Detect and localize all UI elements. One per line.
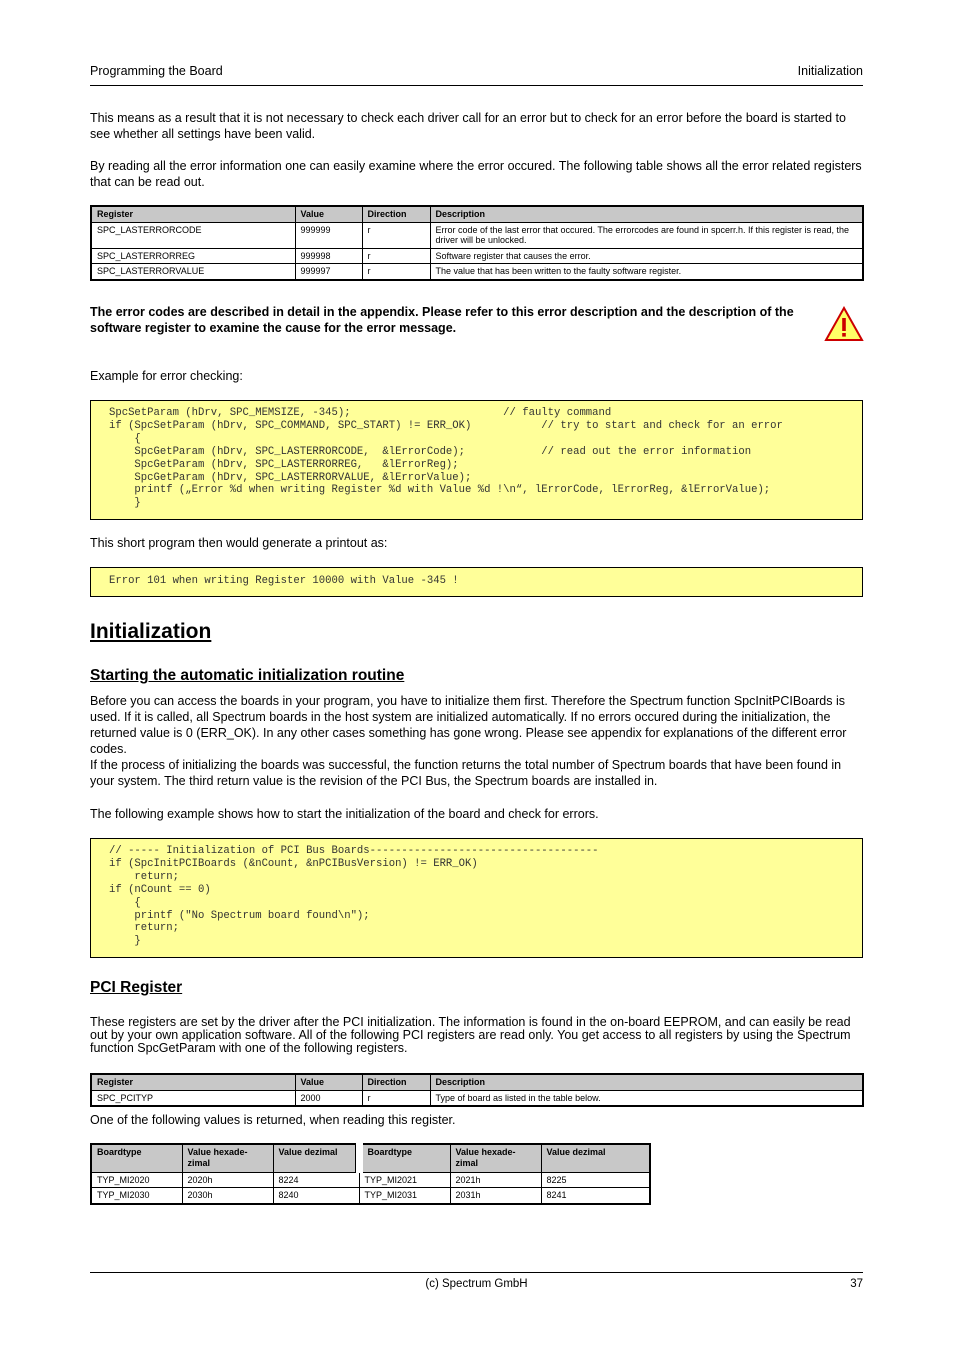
table-cell: TYP_MI2031 bbox=[359, 1188, 450, 1204]
table-cell: r bbox=[362, 222, 430, 248]
init-paragraph-3: The following example shows how to start the initialization of the board and check for errors. bbox=[90, 807, 599, 821]
pci-paragraph: These registers are set by the driver after the PCI initialization. The information is found in the on-board EEPROM, and can easily be read out by your own application software. All of the following PCI registers are read only. You get access to all registers by using the Spectrum function SpcGetParam with one of the following registers. bbox=[90, 1015, 851, 1055]
init-paragraph-1: Before you can access the boards in your program, you have to initialize them first. Therefore the Spectrum function SpcInitPCIBoards is used. If it is called, all Spectrum boards in the host system are initialized automatically. If no errors occured during the initialization, the returned value is 0 (ERR_OK). In any other cases something has gone wrong. Please see appendix for explanations of the different error codes. bbox=[90, 694, 847, 756]
table-cell: TYP_MI2020 bbox=[91, 1172, 182, 1188]
table-row bbox=[91, 1090, 863, 1106]
pci-register-table bbox=[90, 1073, 864, 1107]
col-header: Value dezimal bbox=[541, 1144, 650, 1172]
table-cell: 8240 bbox=[273, 1188, 359, 1204]
values-note: One of the following values is returned, when reading this register. bbox=[90, 1113, 456, 1127]
col-header: Value bbox=[295, 1074, 362, 1090]
col-header: Register bbox=[91, 1074, 295, 1090]
table-header-row bbox=[91, 1074, 863, 1090]
table-cell: Software register that causes the error. bbox=[430, 248, 863, 264]
page-header bbox=[90, 64, 863, 78]
header-right: Initialization bbox=[797, 64, 863, 78]
table-cell: Error code of the last error that occured. The errorcodes are found in spcerr.h. If this register is read, the driver will be unlocked. bbox=[430, 222, 863, 248]
table-row bbox=[91, 248, 863, 264]
init-code-block: // ----- Initialization of PCI Bus Boards------------------------------------ if (SpcInitPCIBoards (&nCount, &nPCIBusVersion) != ERR_OK) return; if (nCount == 0) { printf ("No Spectrum board found\n"); return; } bbox=[90, 838, 863, 958]
example-label: Example for error checking: bbox=[90, 369, 243, 383]
section-title: Initialization bbox=[90, 620, 212, 643]
table-header-row bbox=[91, 1144, 650, 1172]
table-cell: TYP_MI2030 bbox=[91, 1188, 182, 1204]
subsection-title-init: Starting the automatic initialization routine bbox=[90, 667, 405, 684]
subsection-title-pci: PCI Register bbox=[90, 979, 183, 996]
table-row bbox=[91, 1172, 650, 1188]
col-header: Value dezimal bbox=[273, 1144, 359, 1172]
table-cell: SPC_LASTERRORCODE bbox=[91, 222, 295, 248]
table-cell: 2021h bbox=[450, 1172, 541, 1188]
table-cell: TYP_MI2021 bbox=[359, 1172, 450, 1188]
table-cell: 8225 bbox=[541, 1172, 650, 1188]
col-header: Direction bbox=[362, 1074, 430, 1090]
table-row bbox=[91, 1188, 650, 1204]
header-rule bbox=[90, 85, 863, 86]
printout-code-block: Error 101 when writing Register 10000 with Value -345 ! bbox=[90, 567, 863, 597]
table-cell: 8241 bbox=[541, 1188, 650, 1204]
table-header-row bbox=[91, 206, 863, 222]
table-row bbox=[91, 264, 863, 280]
table-cell: SPC_PCITYP bbox=[91, 1090, 295, 1106]
table-cell: r bbox=[362, 248, 430, 264]
init-paragraph-2: If the process of initializing the boards was successful, the function returns the total number of Spectrum boards that have been found in your system. The third return value is the revision of the PCI Bus, the Spectrum boards are installed in. bbox=[90, 758, 842, 788]
table-cell: 999998 bbox=[295, 248, 362, 264]
table-cell: 2031h bbox=[450, 1188, 541, 1204]
col-header: Description bbox=[430, 1074, 863, 1090]
boardtype-table bbox=[90, 1143, 651, 1205]
col-header: Boardtype bbox=[359, 1144, 450, 1172]
table-cell: r bbox=[362, 1090, 430, 1106]
table-cell: 999997 bbox=[295, 264, 362, 280]
error-check-code-block: SpcSetParam (hDrv, SPC_MEMSIZE, -345); // faulty command if (SpcSetParam (hDrv, SPC_COMMAND, SPC_START) != ERR_OK) // try to start and check for an error { SpcGetParam (hDrv, SPC_LASTERRORCODE, &lErrorCode); // read out the error information SpcGetParam (hDrv, SPC_LASTERRORREG, &lErrorReg); SpcGetParam (hDrv, SPC_LASTERRORVALUE, &lErrorValue); printf („Error %d when writing Register %d with Value %d !\n“, lErrorCode, lErrorReg, &lErrorValue); } bbox=[90, 400, 863, 520]
warning-triangle-icon bbox=[824, 306, 864, 347]
table-cell: 2000 bbox=[295, 1090, 362, 1106]
table-cell: SPC_LASTERRORVALUE bbox=[91, 264, 295, 280]
table-cell: 2030h bbox=[182, 1188, 273, 1204]
header-left: Programming the Board bbox=[90, 64, 223, 78]
footer-rule bbox=[90, 1272, 863, 1273]
error-register-table bbox=[90, 205, 864, 281]
col-header: Value hexade-zimal bbox=[182, 1144, 273, 1172]
table-cell: r bbox=[362, 264, 430, 280]
col-header: Boardtype bbox=[91, 1144, 182, 1172]
col-header: Value bbox=[295, 206, 362, 222]
footer-copyright: (c) Spectrum GmbH bbox=[425, 1278, 528, 1290]
warning-note: The error codes are described in detail in the appendix. Please refer to this error description and the description of the software register to examine the cause for the error message. bbox=[90, 305, 794, 335]
table-cell: Type of board as listed in the table below. bbox=[430, 1090, 863, 1106]
page-number: 37 bbox=[850, 1278, 863, 1290]
intro-paragraph-2: By reading all the error information one can easily examine where the error occured. The following table shows all the error related registers that can be read out. bbox=[90, 159, 862, 189]
table-row bbox=[91, 222, 863, 248]
col-header: Register bbox=[91, 206, 295, 222]
table-cell: 999999 bbox=[295, 222, 362, 248]
col-header: Description bbox=[430, 206, 863, 222]
table-cell: 8224 bbox=[273, 1172, 359, 1188]
col-header: Direction bbox=[362, 206, 430, 222]
table-cell: The value that has been written to the faulty software register. bbox=[430, 264, 863, 280]
col-header: Value hexade-zimal bbox=[450, 1144, 541, 1172]
intro-paragraph-1: This means as a result that it is not necessary to check each driver call for an error but to check for an error before the board is started to see whether all settings have been valid. bbox=[90, 111, 846, 141]
table-cell: 2020h bbox=[182, 1172, 273, 1188]
table-cell: SPC_LASTERRORREG bbox=[91, 248, 295, 264]
printout-label: This short program then would generate a printout as: bbox=[90, 536, 388, 550]
